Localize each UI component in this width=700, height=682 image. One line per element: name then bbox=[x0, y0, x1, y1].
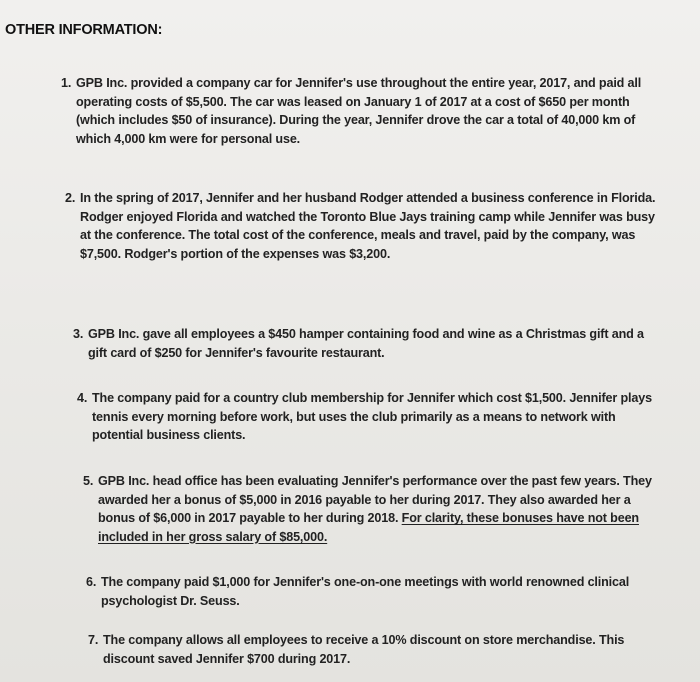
item-text: The company allows all employees to receive a 10% discount on store merchandise. This discount saved Jennifer $700 during 2017. bbox=[103, 633, 625, 666]
list-item-6 bbox=[86, 573, 646, 610]
list-item-7 bbox=[88, 631, 648, 668]
item-number: 7. bbox=[88, 633, 99, 647]
list-item-5 bbox=[83, 472, 653, 546]
list-item-3 bbox=[73, 325, 658, 362]
item-underlined-note: For clarity, these bonuses have not been included in her gross salary of $85,000. bbox=[98, 511, 639, 544]
item-number: 6. bbox=[86, 575, 97, 589]
item-text: GPB Inc. provided a company car for Jennifer's use throughout the entire year, 2017, and paid all operating costs of $5,500. The car was leased on January 1 of 2017 at a cost of $650 per month (which includes $50 of insurance). During the year, Jennifer drove the car a total of 40,000 km of which 4,000 km were for personal use. bbox=[76, 76, 642, 146]
item-text: The company paid $1,000 for Jennifer's one-on-one meetings with world renowned clinical psychologist Dr. Seuss. bbox=[101, 575, 630, 608]
item-text: GPB Inc. gave all employees a $450 hamper containing food and wine as a Christmas gift and a gift card of $250 for Jennifer's favourite restaurant. bbox=[88, 327, 644, 360]
list-item-1 bbox=[61, 74, 661, 148]
item-number: 4. bbox=[77, 391, 88, 405]
list-item-4 bbox=[77, 389, 662, 445]
item-number: 1. bbox=[61, 76, 72, 90]
item-number: 3. bbox=[73, 327, 84, 341]
item-text: The company paid for a country club membership for Jennifer which cost $1,500. Jennifer plays tennis every morning before work, but uses the club primarily as a means to network with potential business clients. bbox=[92, 391, 652, 443]
list-item-2 bbox=[65, 189, 660, 263]
item-number: 5. bbox=[83, 474, 94, 488]
section-heading: OTHER INFORMATION: bbox=[5, 22, 163, 38]
item-text: In the spring of 2017, Jennifer and her husband Rodger attended a business conference in Florida. Rodger enjoyed Florida and watched the Toronto Blue Jays training camp while Jennifer was busy at the conference. The total cost of the conference, meals and travel, paid by the company, was $7,500. Rodger's portion of the expenses was $3,200. bbox=[80, 191, 656, 261]
item-number: 2. bbox=[65, 191, 76, 205]
item-text: GPB Inc. head office has been evaluating Jennifer's performance over the past few years. They awarded her a bonus of $5,000 in 2016 payable to her during 2017. They also awarded her a bonus of $6,000 in 2017 payable to her during 2018. bbox=[98, 474, 652, 526]
